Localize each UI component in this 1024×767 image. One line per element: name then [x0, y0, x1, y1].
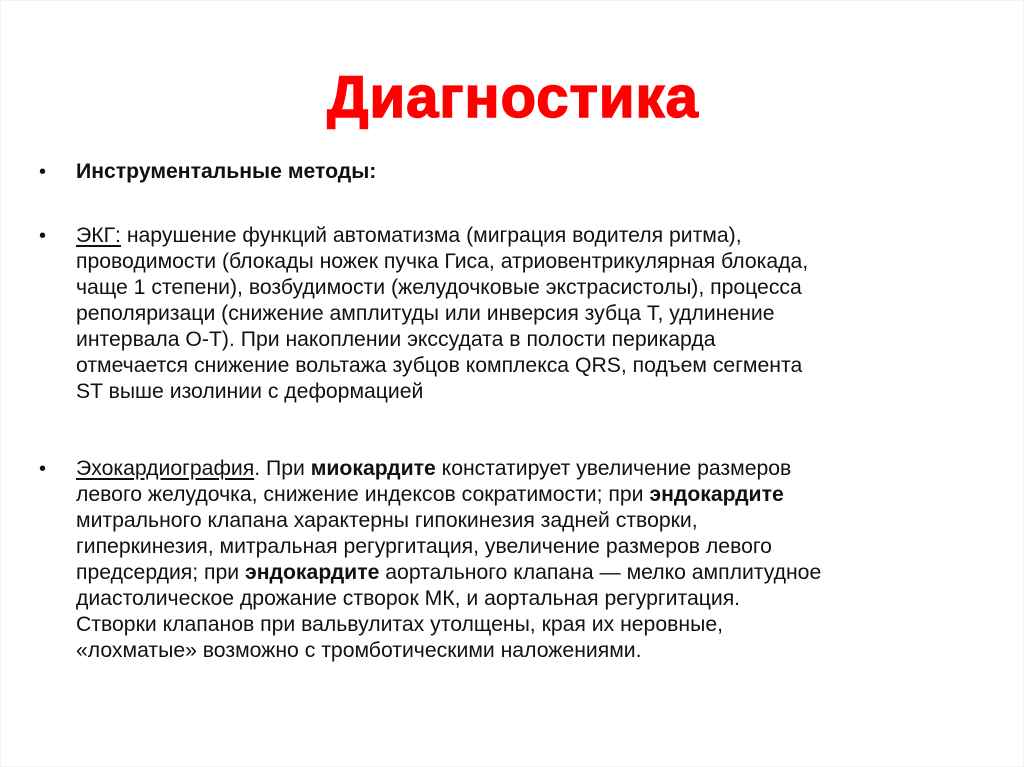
section-heading-instrumental-methods: Инструментальные методы: — [76, 160, 377, 183]
ecg-line-7: ST выше изолинии с деформацией — [76, 380, 424, 403]
echo-paragraph — [76, 456, 1006, 664]
echo-line-2: левого желудочка, снижение индексов сократимости; при эндокардите — [76, 483, 784, 506]
echo-line-1: Эхокардиография. При миокардите констатирует увеличение размеров — [76, 457, 792, 480]
bold-term: эндокардите — [245, 561, 380, 584]
echo-label: Эхокардиография — [76, 457, 255, 480]
bold-term: миокардите — [310, 457, 436, 480]
echo-line-8: «лохматые» возможно с тромботическими наложениями. — [76, 639, 642, 662]
bullet-icon: • — [39, 161, 47, 183]
ecg-line-1: ЭКГ: нарушение функций автоматизма (миграция водителя ритма), — [76, 224, 742, 247]
echo-line-4: гиперкинезия, митральная регургитация, увеличение размеров левого — [76, 535, 772, 558]
bullet-icon: • — [39, 225, 47, 247]
ecg-line-3: чаще 1 степени), возбудимости (желудочковые экстрасистолы), процесса — [76, 276, 802, 299]
echo-line-5: предсердия; при эндокардите аортального клапана — мелко амплитудное — [76, 561, 822, 584]
ecg-line-5: интервала О-Т). При накоплении экссудата в полости перикарда — [76, 328, 716, 351]
ecg-line-2: проводимости (блокады ножек пучка Гиса, атриовентрикулярная блокада, — [76, 250, 809, 273]
echo-line-6: диастолическое дрожание створок МК, и аортальная регургитация. — [76, 587, 741, 610]
bold-term: эндокардите — [649, 483, 784, 506]
ecg-line-4: реполяризаци (снижение амплитуды или инверсия зубца Т, удлинение — [76, 302, 775, 325]
ecg-line-6: отмечается снижение вольтажа зубцов комплекса QRS, подъем сегмента — [76, 354, 803, 377]
slide-title: Диагностика — [327, 65, 699, 130]
ecg-label: ЭКГ: — [76, 224, 121, 247]
bullet-icon: • — [39, 458, 47, 480]
echo-line-3: митрального клапана характерны гипокинезия задней створки, — [76, 509, 698, 532]
ecg-paragraph — [76, 223, 1006, 405]
echo-line-7: Створки клапанов при вальвулитах утолщены, края их неровные, — [76, 613, 723, 636]
